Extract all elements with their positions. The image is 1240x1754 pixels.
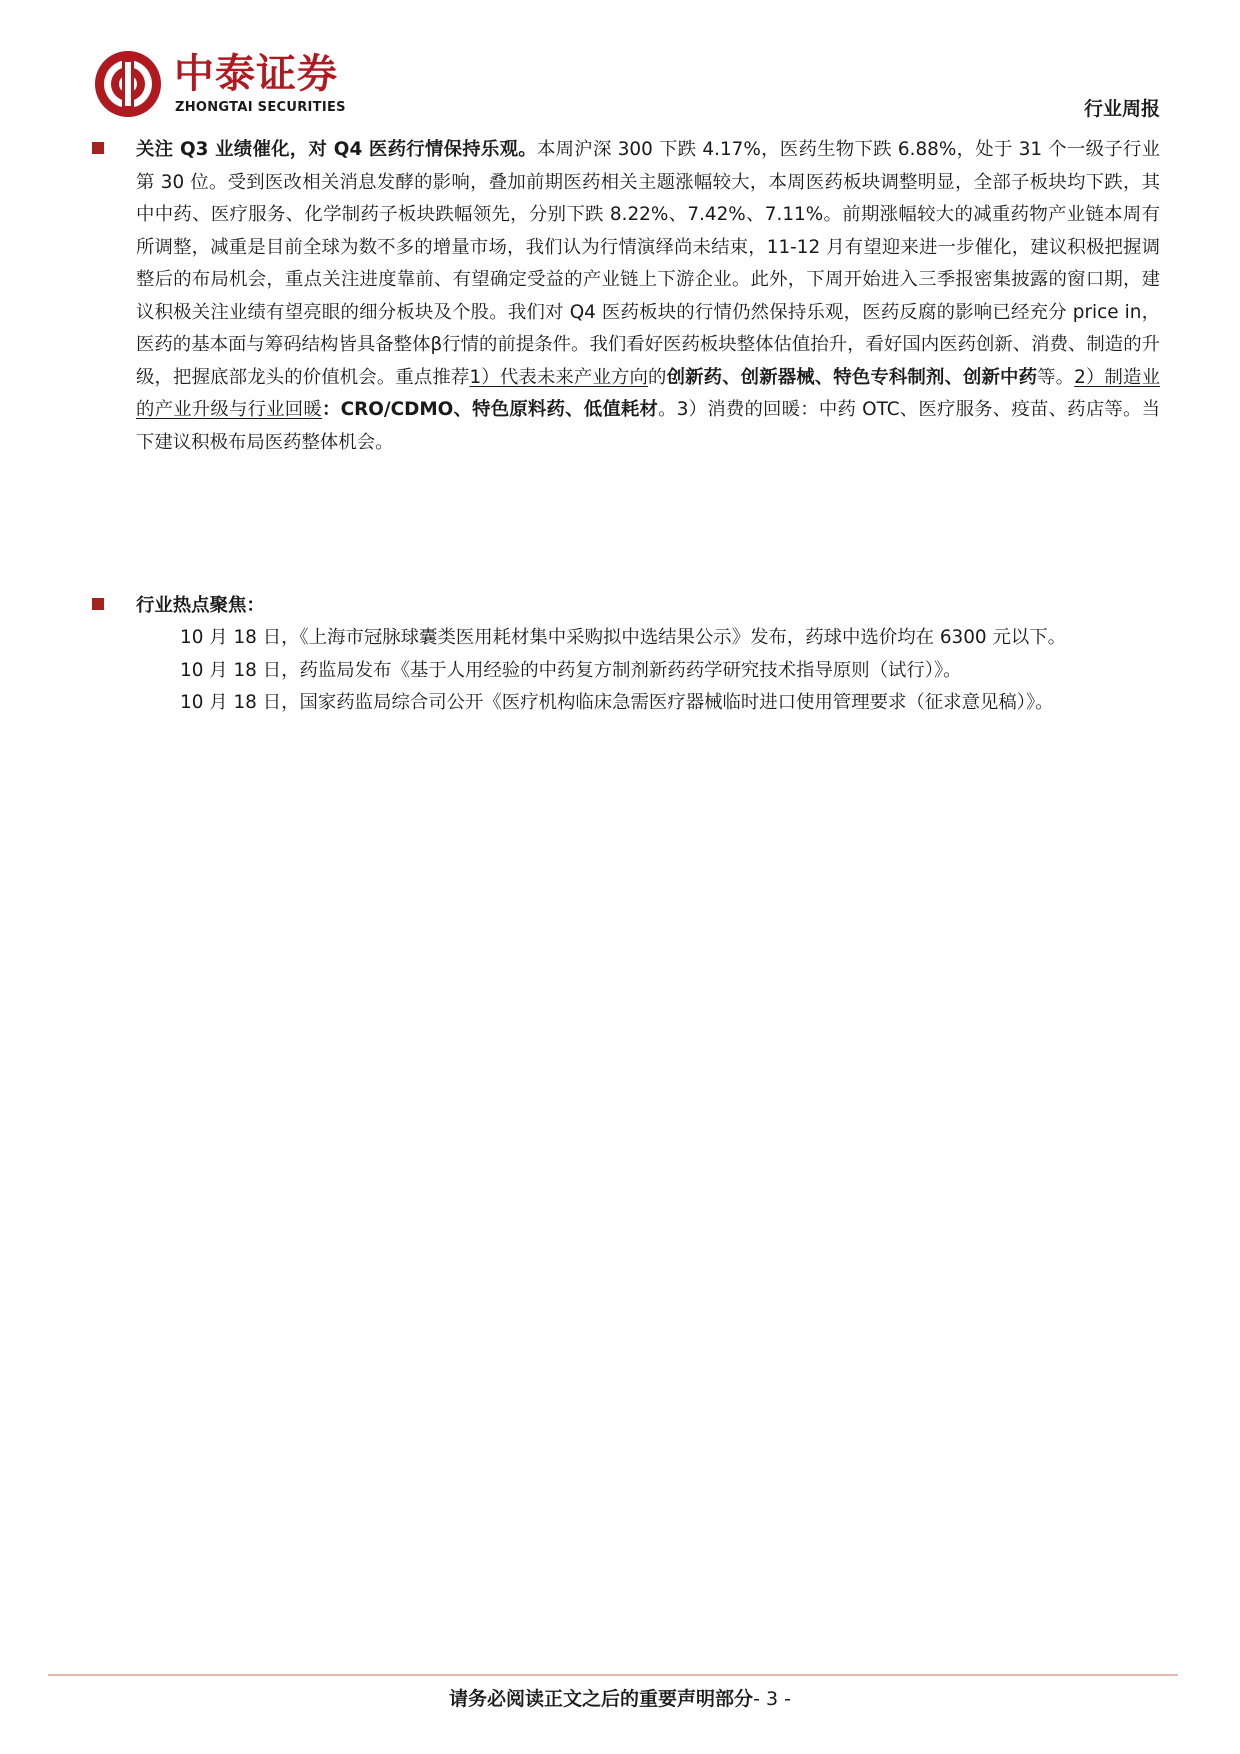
recommendation-1-label: 1）代表未来产业方向 (469, 366, 649, 388)
recommendation-2-items: CRO/CDMO、特色原料药、低值耗材 (340, 399, 659, 420)
hotspots-list (92, 622, 1160, 720)
recommendation-2-colon: ： (322, 399, 341, 420)
logo-english-name: ZHONGTAI SECURITIES (175, 100, 346, 115)
page-number: - 3 - (753, 1688, 791, 1710)
industry-hotspots-section (92, 590, 1160, 720)
recommendation-2-label: 2）制造业的产业升级与行业回暖 (136, 366, 1160, 420)
zhongtai-emblem-icon (92, 48, 164, 120)
page-header (92, 48, 1160, 126)
weekly-summary-section (92, 134, 1160, 459)
recommendation-3: 3）消费的回暖：中药 OTC、医疗服务、疫苗、药店等。当下建议积极布局医药整体机会。 (136, 399, 1160, 453)
summary-paragraph (136, 134, 1160, 459)
square-bullet-icon (92, 142, 104, 154)
summary-body: 本周沪深 300 下跌 4.17%，医药生物下跌 6.88%，处于 31 个一级子行业第 30 位。受到医改相关消息发酵的影响，叠加前期医药相关主题涨幅较大，本周医药板块调整明显，全部子板块均下跌，其中中药、医疗服务、化学制药子板块跌幅领先，分别下跌 8.22%、7.42%、7.11%。前期涨幅较大的减重药物产业链本周有所调整，减重是目前全球为数不多的增量市场，我们认为行情演绎尚未结束，11-12 月有望迎来进一步催化，建议积极把握调整后的布局机会，重点关注进度靠前、有望确定受益的产业链上下游企业。此外，下周开始进入三季报密集披露的窗口期，建议积极关注业绩有望亮眼的细分板块及个股。我们对 Q4 医药板块的行情仍然保持乐观，医药反腐的影响已经充分 price in，医药的基本面与筹码结构皆具备整体β行情的前提条件。我们看好医药板块整体估值抬升，看好国内医药创新、消费、制造的升级，把握底部龙头的价值机会。重点推荐 (136, 139, 1160, 388)
report-type-label: 行业周报 (1083, 98, 1160, 120)
footer-disclaimer: 请务必阅读正文之后的重要声明部分 (449, 1688, 754, 1710)
recommendation-1-separator: 的 (648, 366, 667, 388)
hotspot-item: 10 月 18 日，《上海市冠脉球囊类医用耗材集中采购拟中选结果公示》发布，药球中选价均在 6300 元以下。 (180, 627, 1067, 648)
recommendation-1-end: 等。 (1037, 366, 1075, 388)
square-bullet-icon (92, 598, 104, 610)
hotspot-item: 10 月 18 日，国家药监局综合司公开《医疗机构临床急需医疗器械临时进口使用管理要求（征求意见稿）》。 (180, 692, 1054, 713)
hotspots-title: 行业热点聚焦： (136, 595, 265, 616)
logo-chinese-name: 中泰证券 (174, 51, 338, 97)
recommendation-1-items: 创新药、创新器械、特色专科制剂、创新中药 (666, 366, 1038, 388)
hotspot-item: 10 月 18 日，药监局发布《基于人用经验的中药复方制剂新药药学研究技术指导原则（试行）》。 (180, 659, 962, 681)
recommendation-2-end: 。 (658, 399, 677, 420)
zhongtai-logo (92, 48, 432, 122)
page-footer (0, 1684, 1240, 1711)
footer-divider (48, 1674, 1178, 1676)
summary-lead: 关注 Q3 业绩催化，对 Q4 医药行情保持乐观。 (136, 139, 537, 160)
